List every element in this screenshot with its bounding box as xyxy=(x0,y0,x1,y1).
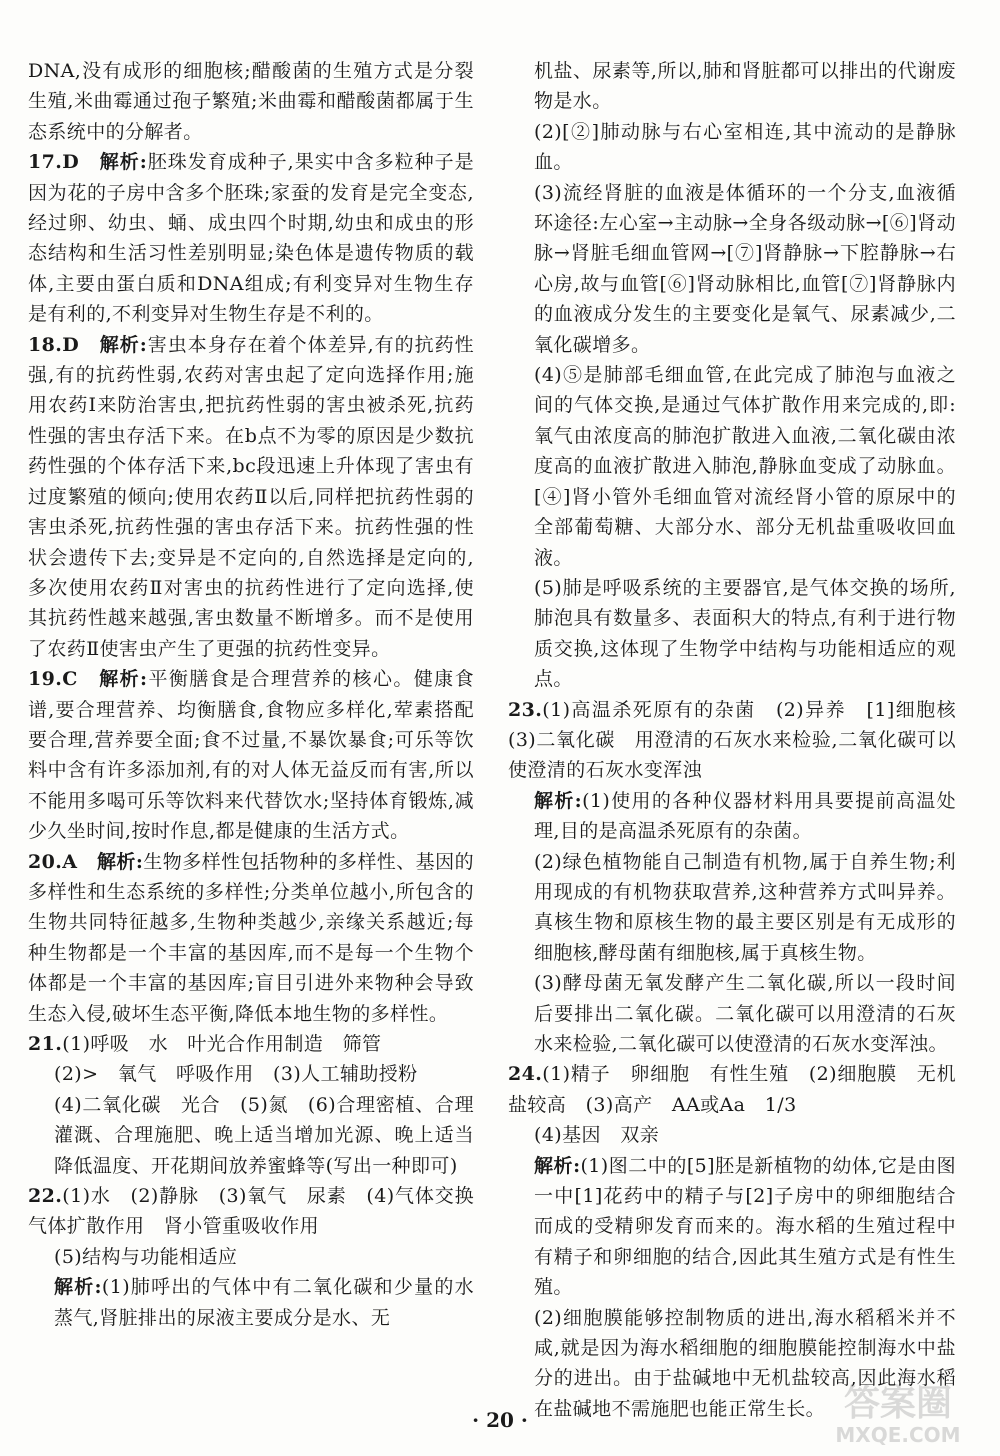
text-block: DNA,没有成形的细胞核;醋酸菌的生殖方式是分裂生殖,米曲霉通过孢子繁殖;米曲霉和醋酸菌都属于生态系统中的分解者。 xyxy=(28,60,474,143)
answer-item-23: 23.(1)高温杀死原有的杂菌 (2)异养 [1]细胞核 (3)二氧化碳 用澄清的石灰水来检验,二氧化碳可以使澄清的石灰水变浑浊 xyxy=(508,698,976,782)
text-block: (4)二氧化碳 光合 (5)氮 (6)合理密植、合理灌溉、合理施肥、晚上适当增加光源、晚上适当降低温度、开花期间放养蜜蜂等(写出一种即可) xyxy=(54,1093,474,1177)
text-block: (5)结构与功能相适应 xyxy=(54,1245,238,1268)
text-block: (2)绿色植物能自己制造有机物,属于自养生物;利用现成的有机物获取营养,这种营养方式叫异养。真核生物和原核生物的最主要区别是有无成形的细胞核,酵母菌有细胞核,属于真核生物。 xyxy=(534,850,956,964)
right-column xyxy=(508,56,976,1424)
answer-item-18: 18.D 解析:害虫本身存在着个体差异,有的抗药性强,有的抗药性弱,农药对害虫起了定向选择作用;施用农药Ⅰ来防治害虫,把抗药性弱的害虫被杀死,抗药性强的害虫存活下来。在b点不为零的原因是少数抗药性强的个体存活下来,bc段迅速上升体现了害虫有过度繁殖的倾向;使用农药Ⅱ以后,同样把抗药性弱的害虫杀死,抗药性强的害虫存活下来。抗药性强的性状会遗传下去;变异是不定向的,自然选择是定向的,多次使用农药Ⅱ对害虫的抗药性进行了定向选择,使其抗药性越来越强,害虫数量不断增多。而不是使用了农药Ⅱ使害虫产生了更强的抗药性变异。 xyxy=(28,333,475,660)
answer-item-22: 22.(1)水 (2)静脉 (3)氧气 尿素 (4)气体交换 气体扩散作用 肾小管重吸收作用 xyxy=(28,1185,494,1238)
text-block: (4)⑤是肺部毛细血管,在此完成了肺泡与血液之间的气体交换,是通过气体扩散作用来完成的,即:氧气由浓度高的肺泡扩散进入血液,二氧化碳由浓度高的血液扩散进入肺泡,静脉血变成了动脉血。[④]肾小管外毛细血管对流经肾小管的原尿中的全部葡萄糖、大部分水、部分无机盐重吸收回血液。 xyxy=(534,364,956,569)
analysis-block: 解析:(1)使用的各种仪器材料用具要提前高温处理,目的是高温杀死原有的杂菌。 xyxy=(534,789,956,843)
answer-item-24: 24.(1)精子 卵细胞 有性生殖 (2)细胞膜 无机盐较高 (3)高产 AA或Aa 1/3 xyxy=(508,1063,956,1116)
analysis-block: 解析:(1)肺呼出的气体中有二氧化碳和少量的水蒸气,肾脏排出的尿液主要成分是水、无 xyxy=(54,1276,474,1329)
text-block: 机盐、尿素等,所以,肺和肾脏都可以排出的代谢废物是水。 xyxy=(534,60,956,113)
watermark-title: 答案圈 xyxy=(843,1383,952,1424)
text-block: (2)> 氧气 呼吸作用 (3)人工辅助授粉 xyxy=(54,1063,418,1086)
text-block: (4)基因 双亲 xyxy=(534,1124,660,1147)
left-column xyxy=(28,56,494,1333)
text-block: (2)细胞膜能够控制物质的进出,海水稻稻米并不咸,就是因为海水稻细胞的细胞膜能控制海水中盐分的进出。由于盐碱地中无机盐较高,因此海水稻在盐碱地不需施肥也能正常生长。 xyxy=(534,1306,956,1420)
answer-item-21: 21.(1)呼吸 水 叶光合作用制造 筛管 xyxy=(28,1033,382,1055)
analysis-block: 解析:(1)图二中的[5]胚是新植物的幼体,它是由图一中[1]花药中的精子与[2]子房中的卵细胞结合而成的受精卵发育而来的。海水稻的生殖过程中有精子和卵细胞的结合,因此其生殖方式是有性生殖。 xyxy=(534,1154,956,1299)
answer-item-17: 17.D 解析:胚珠发育成种子,果实中含多粒种子是因为花的子房中含多个胚珠;家蚕的发育是完全变态,经过卵、幼虫、蛹、成虫四个时期,幼虫和成虫的形态结构和生活习性差别明显;染色体是遗传物质的载体,主要由蛋白质和DNA组成;有利变异对生物生存是有利的,不利变异对生物生存是不利的。 xyxy=(28,151,475,326)
page-number: · 20 · xyxy=(472,1408,528,1432)
answer-item-19: 19.C 解析:平衡膳食是合理营养的核心。健康食谱,要合理营养、均衡膳食,食物应多样化,荤素搭配要合理,营养要全面;食不过量,不暴饮暴食;可乐等饮料中含有许多添加剂,有的对人体无益反而有害,所以不能用多喝可乐等饮料来代替饮水;坚持体育锻炼,减少久坐时间,按时作息,都是健康的生活方式。 xyxy=(28,668,474,843)
text-block: (5)肺是呼吸系统的主要器官,是气体交换的场所,肺泡具有数量多、表面积大的特点,有利于进行物质交换,这体现了生物学中结构与功能相适应的观点。 xyxy=(534,576,956,691)
text-block: (3)酵母菌无氧发酵产生二氧化碳,所以一段时间后要排出二氧化碳。二氧化碳可以用澄清的石灰水来检验,二氧化碳可以使澄清的石灰水变浑浊。 xyxy=(534,972,956,1055)
text-block: (2)[②]肺动脉与右心室相连,其中流动的是静脉血。 xyxy=(534,120,956,174)
watermark-logo xyxy=(810,1384,986,1450)
watermark-url: MXQE.COM xyxy=(835,1423,961,1447)
answer-item-20: 20.A 解析:生物多样性包括物种的多样性、基因的多样性和生态系统的多样性;分类单位越小,所包含的生物共同特征越多,生物种类越少,亲缘关系越近;每种生物都是一个丰富的基因库,而不是每一个生物个体都是一个丰富的基因库;盲目引进外来物种会导致生态入侵,破坏生态平衡,降低本地生物的多样性。 xyxy=(28,850,474,1025)
text-block: (3)流经肾脏的血液是体循环的一个分支,血液循环途径:左心室→主动脉→全身各级动脉→[⑥]肾动脉→肾脏毛细血管网→[⑦]肾静脉→下腔静脉→右心房,故与血管[⑥]肾动脉相比,血管[⑦]肾静脉内的血液成分发生的主要变化是氧气、尿素减少,二氧化碳增多。 xyxy=(534,181,956,356)
